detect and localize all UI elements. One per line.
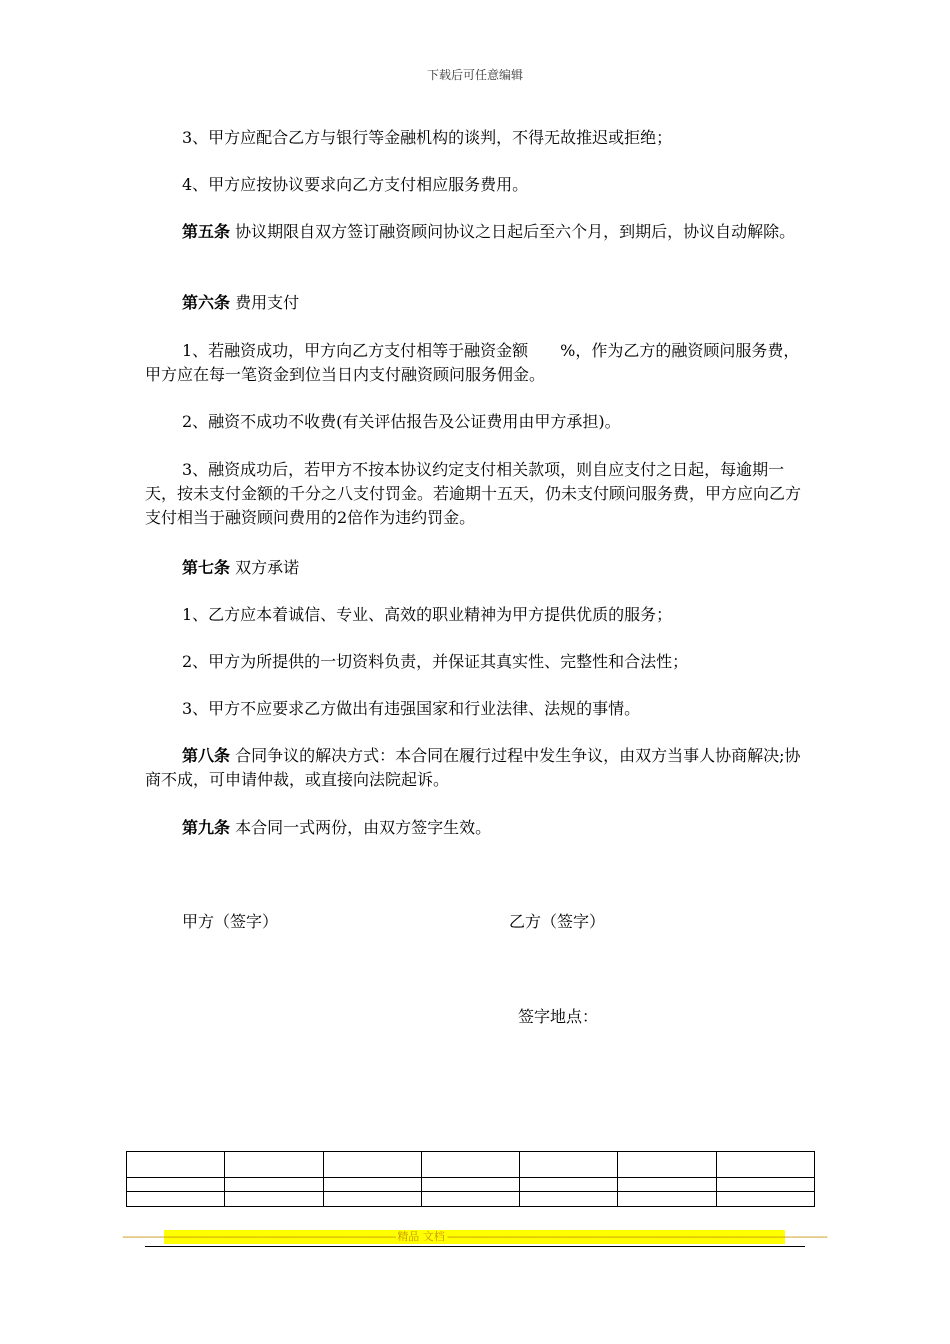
table-cell: [421, 1152, 519, 1178]
clause-text: 3、甲方应配合乙方与银行等金融机构的谈判，不得无故推迟或拒绝；: [182, 128, 673, 147]
table-cell: [618, 1192, 716, 1207]
table-cell: [520, 1152, 618, 1178]
table-cell: [520, 1178, 618, 1192]
table-cell: [323, 1152, 421, 1178]
party-a-signature-label: 甲方（签字）: [182, 912, 279, 931]
table-cell: [127, 1152, 225, 1178]
table-cell: [127, 1178, 225, 1192]
table-cell: [716, 1192, 814, 1207]
clause-label: 第六条: [182, 293, 231, 312]
clause-text: 2、融资不成功不收费(有关评估报告及公证费用由甲方承担)。: [182, 412, 621, 431]
clause-paragraph: [145, 697, 810, 721]
clause-text: 3、融资成功后，若甲方不按本协议约定支付相关款项，则自应支付之日起，每逾期一天，按未支付金额的千分之八支付罚金。若逾期十五天，仍未支付顾问服务费，甲方应向乙方支付相当于融资顾问费用的2倍作为违约罚金。: [145, 460, 802, 527]
clause-paragraph: [145, 650, 810, 674]
clause-paragraph: [145, 220, 810, 244]
clause-paragraph: [145, 291, 810, 315]
clause-paragraph: [145, 744, 810, 792]
clause-text: 4、甲方应按协议要求向乙方支付相应服务费用。: [182, 175, 529, 194]
table-cell: [127, 1192, 225, 1207]
footer-rule: [145, 1246, 805, 1247]
footer-dash-right: --------------------------------------------------------------------------------------------------------------------------------: [446, 1230, 827, 1243]
clause-paragraph: [145, 339, 810, 387]
clause-paragraph: [145, 556, 810, 580]
clause-text: 1、乙方应本着诚信、专业、高效的职业精神为甲方提供优质的服务；: [182, 605, 673, 624]
clause-label: 第七条: [182, 558, 231, 577]
clause-text: 2、甲方为所提供的一切资料负责，并保证其真实性、完整性和合法性；: [182, 652, 689, 671]
clause-text: 双方承诺: [230, 558, 300, 577]
footer-table: [126, 1151, 815, 1207]
clause-label: 第五条: [182, 222, 231, 241]
table-cell: [716, 1152, 814, 1178]
table-row: [127, 1178, 815, 1192]
table-cell: [323, 1178, 421, 1192]
table-cell: [225, 1192, 323, 1207]
clause-paragraph: [145, 816, 810, 840]
table-cell: [225, 1152, 323, 1178]
table-row: [127, 1152, 815, 1178]
clause-label: 第九条: [182, 818, 231, 837]
clause-paragraph: [145, 126, 810, 150]
table-cell: [716, 1178, 814, 1192]
clause-paragraph: [145, 173, 810, 197]
page-header: 下载后可任意编辑: [426, 68, 523, 82]
table-cell: [225, 1178, 323, 1192]
footer-dash-left: --------------------------------------------------------------------------------------------: [122, 1230, 396, 1243]
clause-text: 3、甲方不应要求乙方做出有违强国家和行业法律、法规的事情。: [182, 699, 641, 718]
table-cell: [618, 1152, 716, 1178]
footer-banner: [122, 1230, 827, 1244]
clause-text: 费用支付: [230, 293, 300, 312]
party-b-signature-label: 乙方（签字）: [509, 912, 606, 931]
table-cell: [421, 1192, 519, 1207]
table-row: [127, 1192, 815, 1207]
clause-text: 1、若融资成功，甲方向乙方支付相等于融资金额 %，作为乙方的融资顾问服务费，甲方应在每一笔资金到位当日内支付融资顾问服务佣金。: [145, 341, 800, 384]
table-cell: [618, 1178, 716, 1192]
clause-paragraph: [145, 458, 810, 530]
clause-paragraph: [145, 410, 810, 434]
table-cell: [421, 1178, 519, 1192]
clause-label: 第八条: [182, 746, 231, 765]
table-cell: [323, 1192, 421, 1207]
signature-place-label: 签字地点：: [518, 1007, 599, 1026]
table-cell: [520, 1192, 618, 1207]
clause-text: 合同争议的解决方式：本合同在履行过程中发生争议，由双方当事人协商解决;协商不成，可申请仲裁，或直接向法院起诉。: [145, 746, 801, 789]
clause-text: 本合同一式两份，由双方签字生效。: [230, 818, 492, 837]
clause-paragraph: [145, 603, 810, 627]
footer-text: 精品 文档: [397, 1230, 445, 1243]
clause-text: 协议期限自双方签订融资顾问协议之日起后至六个月，到期后，协议自动解除。: [230, 222, 796, 241]
